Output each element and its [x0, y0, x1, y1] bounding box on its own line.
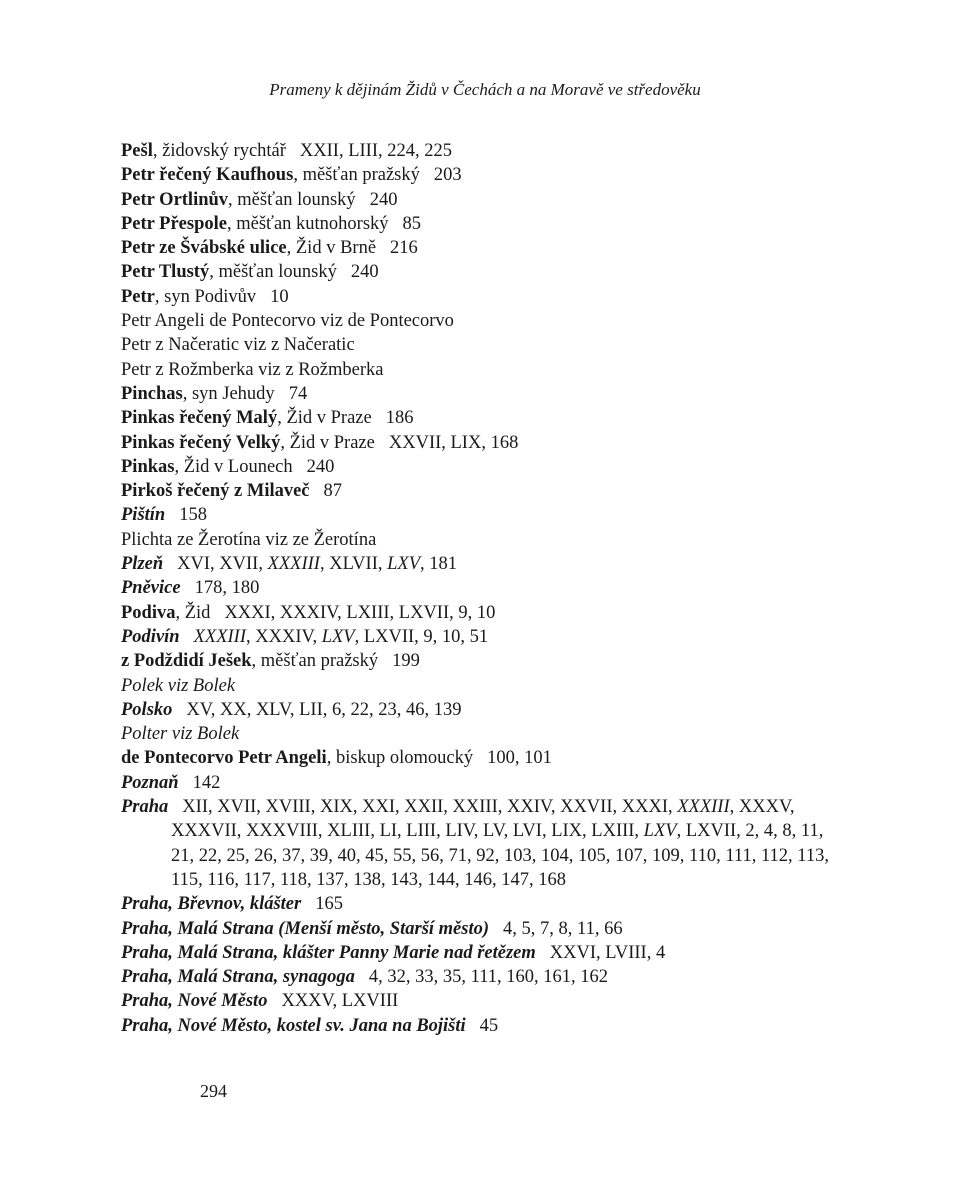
reference-segment: XXVII, LIX, 168	[388, 432, 519, 453]
reference-segment: 240	[306, 456, 335, 477]
reference-segment: 216	[390, 238, 418, 259]
entry-heading: Pinkas řečený Malý	[121, 408, 278, 429]
reference-segment: XXII, LIII, 224, 225	[299, 141, 452, 161]
entry-heading: Praha, Nové Město, kostel sv. Jana na Bojišti	[121, 1015, 466, 1036]
reference-segment: 4, 32, 33, 35, 111, 160, 161, 162	[368, 967, 609, 988]
entry-description: , židovský rychtář	[152, 141, 286, 161]
reference-segment: 158	[179, 505, 207, 526]
index-entry	[121, 941, 841, 965]
reference-segment: , XXXV, XXXVII, XXXVIII, XLIII, LI, LIII, LIV, LV, LVI, LIX, LXIII,	[171, 797, 795, 842]
index-entry	[121, 698, 841, 722]
reference-segment: 165	[315, 894, 343, 915]
entry-heading: Pinkas řečený Velký	[121, 432, 281, 453]
entry-description: , Žid v Lounech	[174, 456, 293, 477]
index-entry	[121, 601, 841, 625]
index-entry	[121, 528, 841, 552]
index-entry	[121, 917, 841, 941]
index-entry	[121, 382, 841, 406]
reference-segment: 199	[392, 651, 420, 672]
reference-segment: LXV	[321, 626, 355, 647]
index-entry	[121, 674, 841, 698]
entry-description: , měšťan lounský	[228, 189, 356, 210]
entry-references	[315, 894, 343, 914]
index-entry	[121, 358, 841, 382]
entry-references	[179, 505, 207, 525]
entry-description: , Žid v Praze	[280, 432, 375, 453]
entry-description: , měšťan pražský	[293, 165, 420, 186]
entry-references	[307, 457, 335, 477]
entry-heading: Pněvice	[121, 578, 181, 599]
index-entry	[121, 431, 841, 455]
reference-segment: , XLVII,	[319, 554, 388, 575]
index-entry	[121, 406, 841, 430]
index-entry	[121, 188, 841, 212]
entry-heading: Polsko	[121, 699, 173, 720]
reference-segment: XXXIII	[677, 797, 730, 818]
entry-heading: Plichta ze Žerotína viz ze Žerotína	[121, 529, 377, 550]
index-entry	[121, 649, 841, 673]
entry-heading: z Podždidí Ješek	[121, 651, 252, 672]
reference-segment: XV, XX, XLV, LII, 6, 22, 23, 46, 139	[186, 699, 462, 720]
entry-heading: Podivín	[121, 626, 180, 647]
reference-segment: 186	[385, 408, 414, 429]
entry-heading: Praha, Břevnov, klášter	[121, 894, 302, 915]
entry-heading: Petr z Rožmberka viz z Rožmberka	[121, 359, 384, 380]
entry-heading: Pištín	[121, 505, 166, 526]
entry-heading: Petr	[121, 286, 155, 307]
entry-description: , biskup olomoucký	[326, 748, 474, 769]
entry-description: , měšťan kutnohorský	[227, 213, 389, 234]
entry-heading: Poznaň	[121, 772, 179, 793]
entry-references	[487, 748, 552, 768]
reference-segment: 100, 101	[487, 748, 552, 769]
index-entry	[121, 212, 841, 236]
reference-segment: XXXIII	[267, 554, 320, 575]
index-entry	[121, 163, 841, 187]
reference-segment: 203	[433, 165, 462, 186]
index-entry	[121, 139, 841, 163]
entry-description: , Žid v Praze	[277, 408, 372, 429]
reference-segment: , LXVII, 9, 10, 51	[354, 626, 489, 647]
entry-references	[324, 481, 343, 501]
entry-references	[224, 603, 495, 623]
index-entry	[121, 771, 841, 795]
entry-references	[171, 797, 829, 890]
entry-references	[386, 408, 414, 428]
entry-references	[392, 651, 420, 671]
entry-heading: Praha, Malá Strana, klášter Panny Marie nad řetězem	[121, 942, 536, 963]
reference-segment: 85	[402, 213, 422, 234]
entry-references	[300, 141, 452, 161]
entry-heading: Podiva	[121, 602, 176, 623]
entry-references	[550, 943, 665, 963]
entry-heading: Pinkas	[121, 456, 175, 477]
entry-heading: Plzeň	[121, 554, 164, 575]
reference-segment: LXV	[643, 821, 677, 842]
entry-references	[177, 554, 457, 574]
entry-description: , měšťan lounský	[209, 262, 337, 283]
entry-references	[403, 214, 422, 234]
index-entry	[121, 892, 841, 916]
reference-segment: 87	[323, 481, 343, 502]
entry-description: , Žid v Brně	[286, 238, 377, 259]
index-entry	[121, 455, 841, 479]
index-list	[121, 139, 841, 1038]
entry-heading: Pinchas	[121, 383, 183, 404]
index-entry	[121, 260, 841, 284]
reference-segment: 142	[192, 772, 221, 793]
entry-heading: Petr Přespole	[121, 213, 227, 234]
index-entry	[121, 236, 841, 260]
entry-references	[193, 773, 221, 793]
entry-heading: de Pontecorvo Petr Angeli	[121, 748, 327, 769]
entry-heading: Pešl	[121, 141, 153, 161]
index-entry	[121, 333, 841, 357]
entry-references	[390, 238, 418, 258]
entry-heading: Petr Ortlinův	[121, 189, 229, 210]
index-entry	[121, 576, 841, 600]
entry-heading: Petr Tlustý	[121, 262, 210, 283]
entry-references	[289, 384, 308, 404]
reference-segment: 45	[479, 1015, 499, 1036]
reference-segment: 240	[369, 189, 398, 210]
index-entry	[121, 503, 841, 527]
entry-heading: Praha, Malá Strana (Menší město, Starší město)	[121, 918, 490, 939]
entry-references	[195, 578, 260, 598]
entry-heading: Praha, Nové Město	[121, 991, 268, 1012]
entry-references	[434, 165, 462, 185]
page-number: 294	[200, 1081, 227, 1101]
entry-heading: Petr řečený Kaufhous	[121, 165, 294, 186]
entry-references	[194, 627, 489, 647]
entry-description: , syn Jehudy	[182, 383, 275, 404]
entry-references	[480, 1016, 499, 1036]
reference-segment: XXXI, XXXIV, LXIII, LXVII, 9, 10	[224, 602, 496, 623]
entry-references	[281, 991, 398, 1011]
entry-references	[351, 262, 379, 282]
entry-references	[270, 287, 289, 307]
index-entry	[121, 989, 841, 1013]
entry-heading: Polter viz Bolek	[121, 724, 240, 745]
reference-segment: 178, 180	[194, 578, 260, 599]
entry-references	[186, 700, 461, 720]
reference-segment: 10	[270, 286, 289, 307]
running-head: Prameny k dějinám Židů v Čechách a na Moravě ve středověku	[269, 80, 701, 99]
reference-segment: , LXVII, 2, 4, 8, 11, 21, 22, 25, 26, 37, 39, 40, 45, 55, 56, 71, 92, 103, 104, 105, 107, 109, 110, 111, 112, 113, 115, 116, 117, 118, 137, 138, 143, 144, 146, 147, 168	[171, 821, 829, 890]
entry-heading: Petr ze Švábské ulice	[121, 238, 287, 259]
reference-segment: XXVI, LVIII, 4	[549, 942, 666, 963]
index-entry	[121, 746, 841, 770]
entry-description: , měšťan pražský	[251, 651, 379, 672]
reference-segment: 240	[350, 262, 379, 283]
index-entry	[121, 479, 841, 503]
index-entry	[121, 965, 841, 989]
reference-segment: , 181	[420, 554, 458, 575]
index-entry	[121, 285, 841, 309]
entry-heading: Polek viz Bolek	[121, 675, 236, 696]
entry-references	[370, 190, 398, 210]
reference-segment: XXXV, LXVIII	[281, 991, 399, 1012]
reference-segment: XII, XVII, XVIII, XIX, XXI, XXII, XXIII, XXIV, XXVII, XXXI,	[182, 797, 678, 818]
entry-description: , Žid	[175, 602, 211, 623]
reference-segment: XXXIII	[193, 626, 246, 647]
index-entry	[121, 309, 841, 333]
entry-description: , syn Podivův	[154, 286, 257, 307]
reference-segment: 4, 5, 7, 8, 11, 66	[503, 918, 623, 939]
entry-references	[369, 967, 608, 987]
reference-segment: LXV	[387, 554, 421, 575]
index-entry	[121, 1014, 841, 1038]
index-entry	[121, 625, 841, 649]
reference-segment: XVI, XVII,	[177, 554, 268, 575]
entry-heading: Praha, Malá Strana, synagoga	[121, 967, 355, 988]
index-entry	[121, 795, 841, 892]
index-entry	[121, 722, 841, 746]
entry-references	[389, 433, 518, 453]
entry-heading: Petr Angeli de Pontecorvo viz de Pontecorvo	[121, 311, 454, 332]
reference-segment: 74	[288, 383, 308, 404]
entry-heading: Pirkoš řečený z Milaveč	[121, 481, 310, 502]
entry-references	[503, 919, 623, 939]
index-entry	[121, 552, 841, 576]
reference-segment: , XXXIV,	[245, 626, 322, 647]
entry-heading: Praha	[121, 797, 169, 818]
entry-heading: Petr z Načeratic viz z Načeratic	[121, 335, 355, 356]
